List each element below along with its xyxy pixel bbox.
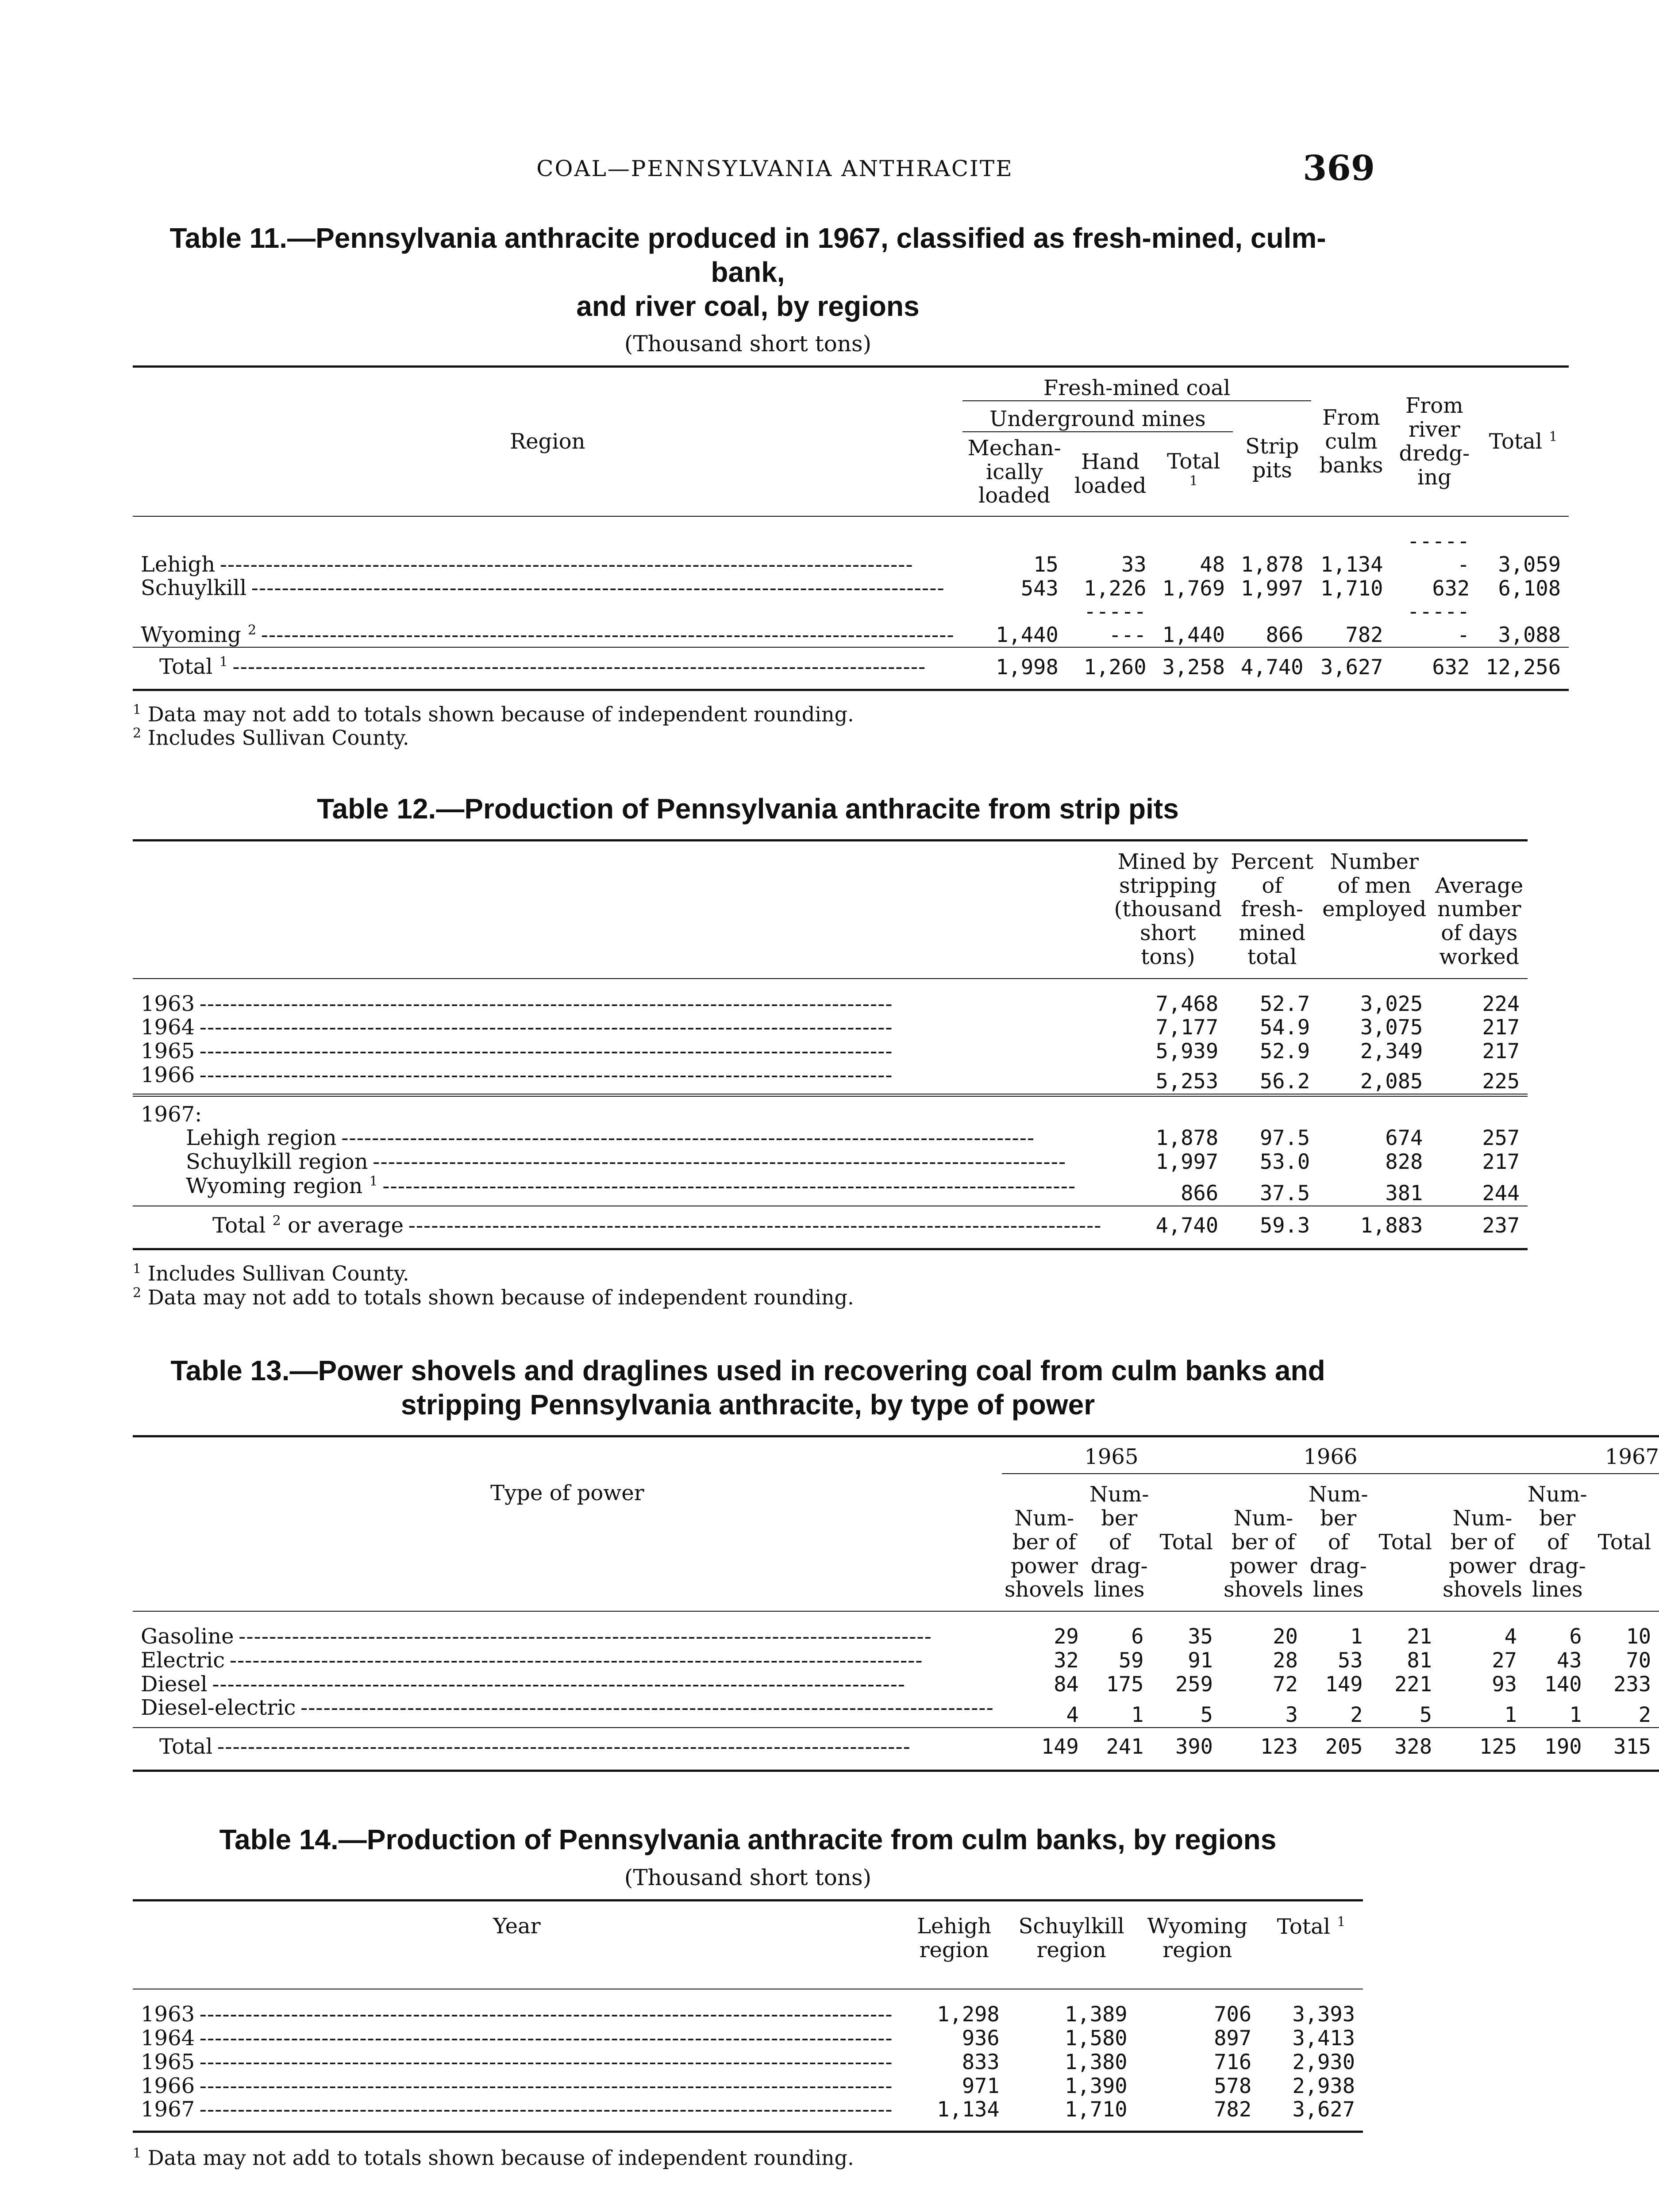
col-year-1966: 1966: [1221, 1436, 1440, 1474]
table-row: Schuylkill region ----- 1,997 53.0 828 217: [133, 1150, 1528, 1174]
table-11-units: (Thousand short tons): [624, 331, 872, 357]
col-schuylkill: Schuylkill region: [1018, 1913, 1124, 1962]
table-14-footnotes: [133, 2146, 1363, 2170]
table-11: [133, 365, 1569, 691]
col-shovels: Num- ber of power shovels: [1223, 1506, 1303, 1602]
col-days: Average number of days worked: [1435, 873, 1524, 969]
footnote: $^1$ Includes Sullivan County.: [133, 1261, 409, 1286]
col-draglines: Num- ber of drag- lines: [1308, 1482, 1368, 1602]
table-row: 1963 ----- 1,298 1,389 706 3,393: [133, 2003, 1363, 2027]
col-region: Region: [133, 367, 962, 516]
col-hand: Hand loaded: [1066, 432, 1155, 516]
col-total: Total: [1159, 1529, 1213, 1555]
col-fresh-mined: Fresh-mined coal: [962, 367, 1312, 401]
table-row: Electric ----- 32 59 91 28 53 81 27 43 70: [133, 1649, 1659, 1673]
table-row: Diesel-electric ----- 4 1 5 3 2 5 1 1 2: [133, 1696, 1659, 1728]
table-11-section: [133, 221, 1561, 750]
table-row: 1965 ----- 5,939 52.9 2,349 217: [133, 1040, 1528, 1064]
table-row: Wyoming $^2$ ----- 1,440 -------- 1,440 866 782 ------ 3,088: [133, 600, 1569, 647]
table-12-title: Table 12.—Production of Pennsylvania anthracite from strip pits: [317, 793, 1179, 825]
col-strip: Strip pits: [1233, 401, 1311, 516]
col-total: Total $^1$: [1478, 367, 1569, 516]
table-12-footnotes: [133, 1262, 1363, 1309]
col-ug-total: Total $^1$: [1155, 432, 1233, 516]
col-draglines: Num- ber of drag- lines: [1527, 1482, 1587, 1602]
col-wyoming: Wyoming region: [1147, 1913, 1248, 1962]
col-river: From river dredg- ing: [1391, 367, 1478, 516]
table-14-section: [133, 1823, 1363, 2170]
col-lehigh: Lehigh region: [917, 1913, 992, 1962]
total-row: Total $^1$ ----- 1,998 1,260 3,258 4,740 3,627 632 12,256: [133, 647, 1569, 686]
col-year: Year: [493, 1913, 541, 1939]
table-11-footnotes: [133, 703, 1363, 749]
col-draglines: Num- ber of drag- lines: [1089, 1482, 1149, 1602]
table-12: Mined by stripping (thousand short tons) Percent of fresh-mined total Number of men employed Average number of days worked 1963 ----- 7,468 52.7 3,025 224 1964 ----- 7,177 54.9 3,075 217 1965 ----- 5,939 52.9 2,349 217 1966 ----- 5,253 56.2 2,085 225 1967: Lehigh region ----- 1,878 97.5 674 257 Schuylkill region ----- 1,997 53.0 828 217 Wyoming region $^1$ ----- 866 37.5 381 244 Total $^2$ or average ----- 4,740 59.3 1,883 237: [133, 839, 1528, 1251]
col-mechanically: Mechan- ically loaded: [962, 432, 1066, 516]
table-row: 1964 ----- 936 1,580 897 3,413: [133, 2027, 1363, 2051]
col-year-1965: 1965: [1002, 1436, 1221, 1474]
table-row: Schuylkill ----- 543 1,226 1,769 1,997 1,710 632 6,108: [133, 576, 1569, 600]
running-head: COAL—PENNSYLVANIA ANTHRACITE: [536, 156, 1013, 181]
col-culm: From culm banks: [1311, 367, 1391, 516]
table-13: [133, 1435, 1659, 1772]
footnote: $^2$ Data may not add to totals shown because of independent rounding.: [133, 1285, 854, 1309]
table-14-title: Table 14.—Production of Pennsylvania anthracite from culm banks, by regions: [219, 1824, 1277, 1855]
col-men: Number of men employed: [1322, 849, 1427, 922]
col-percent: Percent of fresh-mined total: [1231, 849, 1314, 969]
col-total: Total $^1$: [1277, 1914, 1346, 1939]
table-row: Gasoline ----- 29 6 35 20 1 21 4 6 10: [133, 1625, 1659, 1649]
table-11-title: Table 11.—Pennsylvania anthracite produced in 1967, classified as fresh-mined, culm-bank, and river coal, by regions: [169, 222, 1326, 322]
table-row: 1966 ----- 971 1,390 578 2,938: [133, 2074, 1363, 2098]
table-12-section: [133, 792, 1524, 1309]
table-row: Wyoming region $^1$ ----- 866 37.5 381 244: [133, 1174, 1528, 1206]
col-year-1967: 1967: [1440, 1436, 1659, 1474]
col-mined: Mined by stripping (thousand short tons): [1114, 849, 1222, 969]
table-row: Diesel ----- 84 175 259 72 149 221 93 140 233: [133, 1673, 1659, 1697]
table-14: [133, 1899, 1363, 2135]
total-row: Total $^2$ or average ----- 4,740 59.3 1,883 237: [133, 1206, 1528, 1247]
footnote: $^1$ Data may not add to totals shown because of independent rounding.: [133, 702, 854, 726]
table-row: 1963 ----- 7,468 52.7 3,025 224: [133, 992, 1528, 1016]
table-row: 1964 ----- 7,177 54.9 3,075 217: [133, 1016, 1528, 1040]
table-row: 1965 ----- 833 1,380 716 2,930: [133, 2051, 1363, 2074]
footnote: $^1$ Data may not add to totals shown because of independent rounding.: [133, 2146, 854, 2170]
total-row: Total ----- 149 241 390 123 205 328 125 190 315: [133, 1728, 1659, 1768]
col-underground: Underground mines: [962, 401, 1233, 432]
col-total: Total: [1597, 1529, 1651, 1555]
table-13-title: Table 13.—Power shovels and draglines used in recovering coal from culm banks and stripping Pennsylvania anthracite, by type of power: [170, 1355, 1325, 1421]
table-row: Lehigh region ----- 1,878 97.5 674 257: [133, 1126, 1528, 1150]
table-row: 1967 ----- 1,134 1,710 782 3,627: [133, 2098, 1363, 2131]
page-number: 369: [1303, 148, 1375, 188]
table-14-units: (Thousand short tons): [624, 1864, 872, 1890]
col-shovels: Num- ber of power shovels: [1443, 1506, 1522, 1602]
table-row: 1966 ----- 5,253 56.2 2,085 225: [133, 1064, 1528, 1095]
table-row: Lehigh ----- 15 33 48 1,878 1,134 ------ 3,059: [133, 530, 1569, 576]
footnote: $^2$ Includes Sullivan County.: [133, 726, 409, 750]
col-type: Type of power: [133, 1436, 1002, 1611]
col-total: Total: [1378, 1529, 1432, 1555]
col-shovels: Num- ber of power shovels: [1004, 1506, 1084, 1602]
table-13-section: [133, 1354, 1659, 1772]
